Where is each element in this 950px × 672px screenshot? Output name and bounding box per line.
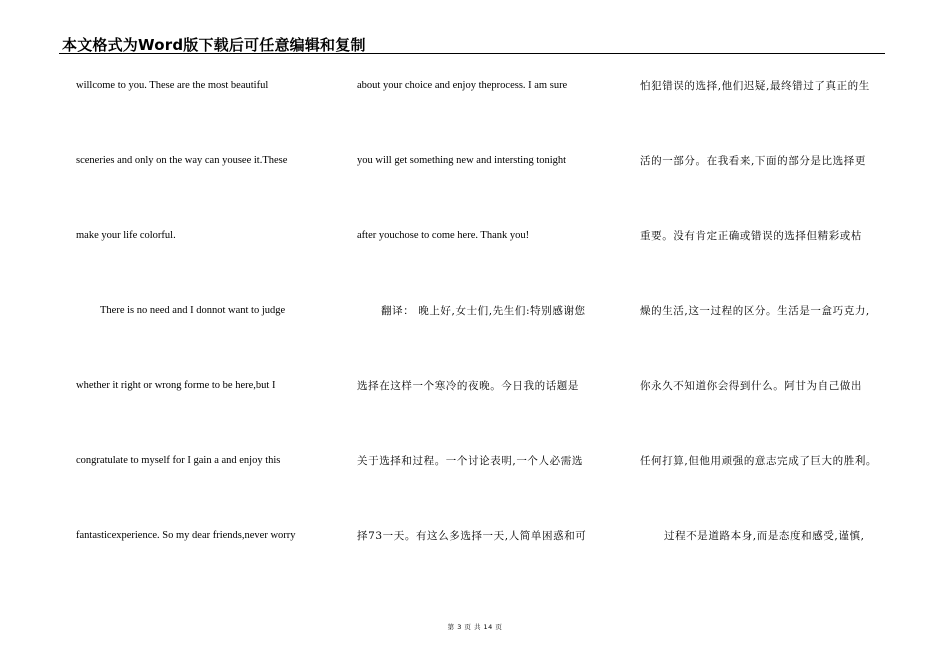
text-line: fantasticexperience. So my dear friends,never worry xyxy=(76,530,296,541)
text-line: sceneries and only on the way can yousee it.These xyxy=(76,155,288,166)
text-line: 择73一天。有这么多选择一天,人简单困惑和可 xyxy=(357,530,587,542)
text-line: willcome to you. These are the most beautiful xyxy=(76,80,269,91)
text-line: 活的一部分。在我看来,下面的部分是比选择更 xyxy=(640,155,866,167)
text-line: 关于选择和过程。一个讨论表明,一个人必需选 xyxy=(357,455,583,467)
text-line: 任何打算,但他用顽强的意志完成了巨大的胜利。 xyxy=(640,455,878,467)
text-line: congratulate to myself for I gain a and enjoy this xyxy=(76,455,281,466)
text-line: whether it right or wrong forme to be here,but I xyxy=(76,380,276,391)
text-line: you will get something new and intersting tonight xyxy=(357,155,567,166)
text-line: 燥的生活,这一过程的区分。生活是一盒巧克力, xyxy=(640,305,870,317)
header-rule xyxy=(59,53,885,54)
text-line: make your life colorful. xyxy=(76,230,176,241)
text-line: 过程不是道路本身,而是态度和感受,谨慎, xyxy=(664,530,865,542)
text-line: 你永久不知道你会得到什么。阿甘为自己做出 xyxy=(640,380,862,392)
text-line: about your choice and enjoy theprocess. I am sure xyxy=(357,80,568,91)
text-line: 翻译： 晚上好,女士们,先生们:特别感谢您 xyxy=(381,305,586,317)
text-line: 怕犯错误的选择,他们迟疑,最终错过了真正的生 xyxy=(640,80,870,92)
page-number-footer: 第 3 页 共 14 页 xyxy=(447,623,503,631)
text-line: 重要。没有肯定正确或错误的选择但精彩或枯 xyxy=(640,230,862,242)
text-line: There is no need and I donnot want to judge xyxy=(100,305,286,316)
text-line: 选择在这样一个寒冷的夜晚。今日我的话题是 xyxy=(357,380,579,392)
document-header-title: 本文格式为Word版下载后可任意编辑和复制 xyxy=(62,36,366,54)
text-line: after youchose to come here. Thank you! xyxy=(357,230,530,241)
